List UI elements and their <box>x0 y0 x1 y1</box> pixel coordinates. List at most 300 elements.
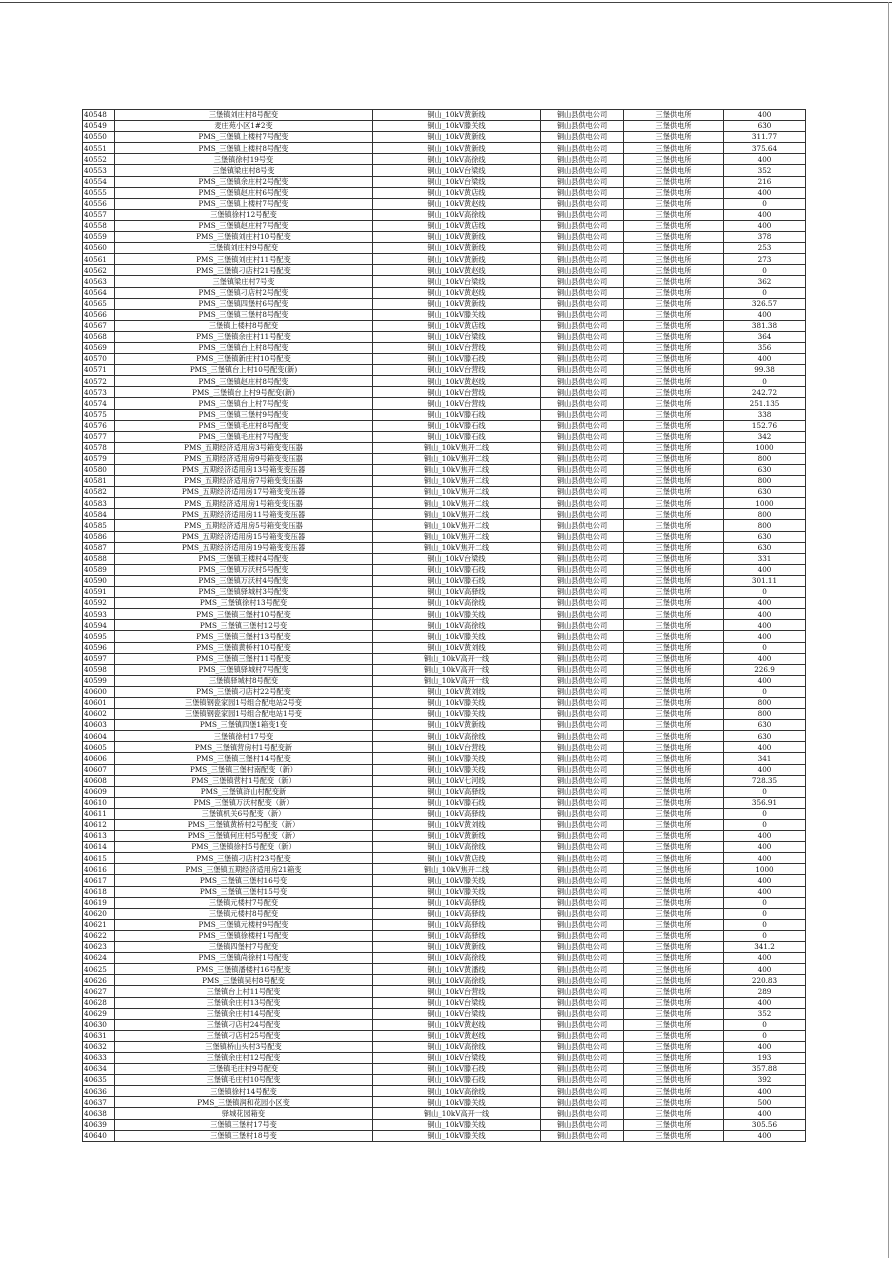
station-cell: 三堡供电所 <box>624 997 724 1008</box>
station-cell: 三堡供电所 <box>624 542 724 553</box>
table-row <box>83 520 806 531</box>
company-cell: 铜山县供电公司 <box>541 176 624 187</box>
transformer-name-cell: 三堡镇四堡村7号配变 <box>115 942 373 953</box>
capacity-cell: 400 <box>724 953 806 964</box>
row-id-cell: 40548 <box>83 110 115 121</box>
table-row <box>83 975 806 986</box>
station-cell: 三堡供电所 <box>624 1019 724 1030</box>
company-cell: 铜山县供电公司 <box>541 476 624 487</box>
transformer-name-cell: PMS_三堡镇吴村8号配变 <box>115 975 373 986</box>
row-id-cell: 40640 <box>83 1130 115 1141</box>
company-cell: 铜山县供电公司 <box>541 387 624 398</box>
capacity-cell: 273 <box>724 254 806 265</box>
transformer-name-cell: PMS_三堡镇刘庄村11号配变 <box>115 254 373 265</box>
station-cell: 三堡供电所 <box>624 975 724 986</box>
row-id-cell: 40580 <box>83 465 115 476</box>
row-id-cell: 40570 <box>83 354 115 365</box>
transformer-name-cell: PMS_三堡镇万沃村4号配变 <box>115 575 373 586</box>
row-id-cell: 40596 <box>83 642 115 653</box>
transformer-name-cell: PMS_三堡镇营房村1号配变新 <box>115 742 373 753</box>
station-cell: 三堡供电所 <box>624 465 724 476</box>
capacity-cell: 342 <box>724 431 806 442</box>
table-row <box>83 1019 806 1030</box>
company-cell: 铜山县供电公司 <box>541 930 624 941</box>
feeder-line-cell: 铜山_10kV滕关线 <box>373 309 541 320</box>
station-cell: 三堡供电所 <box>624 653 724 664</box>
company-cell: 铜山县供电公司 <box>541 853 624 864</box>
feeder-line-cell: 铜山_10kV焦开二线 <box>373 442 541 453</box>
table-row <box>83 720 806 731</box>
feeder-line-cell: 铜山_10kV黄赵线 <box>373 198 541 209</box>
transformer-name-cell: PMS_三堡镇余庄村2号配变 <box>115 176 373 187</box>
feeder-line-cell: 铜山_10kV黄潘线 <box>373 964 541 975</box>
row-id-cell: 40552 <box>83 154 115 165</box>
row-id-cell: 40567 <box>83 320 115 331</box>
transformer-name-cell: PMS_三堡镇台上村8号配变 <box>115 342 373 353</box>
row-id-cell: 40639 <box>83 1119 115 1130</box>
capacity-cell: 400 <box>724 598 806 609</box>
station-cell: 三堡供电所 <box>624 1097 724 1108</box>
feeder-line-cell: 铜山_10kV黄赵线 <box>373 265 541 276</box>
table-row <box>83 1075 806 1086</box>
row-id-cell: 40601 <box>83 697 115 708</box>
table-row <box>83 287 806 298</box>
station-cell: 三堡供电所 <box>624 1075 724 1086</box>
page-top-border <box>0 2 892 3</box>
row-id-cell: 40557 <box>83 209 115 220</box>
company-cell: 铜山县供电公司 <box>541 154 624 165</box>
station-cell: 三堡供电所 <box>624 953 724 964</box>
transformer-name-cell: PMS_三堡镇三堡村16号变 <box>115 875 373 886</box>
capacity-cell: 251.135 <box>724 398 806 409</box>
row-id-cell: 40583 <box>83 498 115 509</box>
capacity-cell: 226.9 <box>724 664 806 675</box>
row-id-cell: 40623 <box>83 942 115 953</box>
feeder-line-cell: 铜山_10kV滕关线 <box>373 886 541 897</box>
feeder-line-cell: 铜山_10kV黄店线 <box>373 187 541 198</box>
company-cell: 铜山县供电公司 <box>541 1019 624 1030</box>
capacity-cell: 400 <box>724 609 806 620</box>
transformer-name-cell: 三堡镇三堡村18号变 <box>115 1130 373 1141</box>
capacity-cell: 630 <box>724 720 806 731</box>
capacity-cell: 242.72 <box>724 387 806 398</box>
feeder-line-cell: 铜山_10kV台营线 <box>373 365 541 376</box>
company-cell: 铜山县供电公司 <box>541 187 624 198</box>
company-cell: 铜山县供电公司 <box>541 1052 624 1063</box>
company-cell: 铜山县供电公司 <box>541 276 624 287</box>
company-cell: 铜山县供电公司 <box>541 942 624 953</box>
capacity-cell: 1000 <box>724 498 806 509</box>
company-cell: 铜山县供电公司 <box>541 742 624 753</box>
row-id-cell: 40608 <box>83 775 115 786</box>
table-row <box>83 664 806 675</box>
transformer-name-cell: PMS_三堡镇台上村9号配变(新) <box>115 387 373 398</box>
transformer-name-cell: PMS_三堡镇黄桥村10号配变 <box>115 642 373 653</box>
transformer-name-cell: 三堡镇刁店村25号配变 <box>115 1030 373 1041</box>
company-cell: 铜山县供电公司 <box>541 198 624 209</box>
table-row <box>83 320 806 331</box>
company-cell: 铜山县供电公司 <box>541 1108 624 1119</box>
table-row <box>83 686 806 697</box>
row-id-cell: 40553 <box>83 165 115 176</box>
table-row <box>83 1086 806 1097</box>
row-id-cell: 40592 <box>83 598 115 609</box>
station-cell: 三堡供电所 <box>624 1130 724 1141</box>
capacity-cell: 630 <box>724 731 806 742</box>
table-row <box>83 387 806 398</box>
feeder-line-cell: 铜山_10kV台梁线 <box>373 553 541 564</box>
row-id-cell: 40605 <box>83 742 115 753</box>
table-row <box>83 165 806 176</box>
company-cell: 铜山县供电公司 <box>541 342 624 353</box>
station-cell: 三堡供电所 <box>624 609 724 620</box>
capacity-cell: 0 <box>724 198 806 209</box>
transformer-name-cell: 三堡镇余庄村12号配变 <box>115 1052 373 1063</box>
company-cell: 铜山县供电公司 <box>541 697 624 708</box>
capacity-cell: 338 <box>724 409 806 420</box>
feeder-line-cell: 铜山_10kV黄刘线 <box>373 820 541 831</box>
row-id-cell: 40571 <box>83 365 115 376</box>
capacity-cell: 800 <box>724 476 806 487</box>
feeder-line-cell: 铜山_10kV高驿线 <box>373 930 541 941</box>
company-cell: 铜山县供电公司 <box>541 964 624 975</box>
capacity-cell: 305.56 <box>724 1119 806 1130</box>
transformer-name-cell: PMS_五期经济适用房3号箱变变压器 <box>115 442 373 453</box>
transformer-name-cell: 三堡镇徐村12号配变 <box>115 209 373 220</box>
capacity-cell: 0 <box>724 1030 806 1041</box>
station-cell: 三堡供电所 <box>624 631 724 642</box>
capacity-cell: 0 <box>724 265 806 276</box>
transformer-name-cell: PMS_三堡镇徐村13号配变 <box>115 598 373 609</box>
feeder-line-cell: 铜山_10kV黄店线 <box>373 320 541 331</box>
table-row <box>83 820 806 831</box>
company-cell: 铜山县供电公司 <box>541 587 624 598</box>
company-cell: 铜山县供电公司 <box>541 831 624 842</box>
transformer-name-cell: PMS_三堡镇润和花园小区变 <box>115 1097 373 1108</box>
station-cell: 三堡供电所 <box>624 254 724 265</box>
table-row <box>83 176 806 187</box>
station-cell: 三堡供电所 <box>624 376 724 387</box>
table-row <box>83 1008 806 1019</box>
transformer-name-cell: PMS_三堡镇刁店村22号配变 <box>115 686 373 697</box>
row-id-cell: 40575 <box>83 409 115 420</box>
feeder-line-cell: 铜山_10kV黄赵线 <box>373 1019 541 1030</box>
transformer-name-cell: PMS_三堡镇刁店村2号配变 <box>115 287 373 298</box>
transformer-name-cell: PMS_三堡镇新庄村10号配变 <box>115 354 373 365</box>
capacity-cell: 0 <box>724 897 806 908</box>
company-cell: 铜山县供电公司 <box>541 575 624 586</box>
company-cell: 铜山县供电公司 <box>541 121 624 132</box>
feeder-line-cell: 铜山_10kV滕关线 <box>373 1119 541 1130</box>
company-cell: 铜山县供电公司 <box>541 287 624 298</box>
row-id-cell: 40613 <box>83 831 115 842</box>
feeder-line-cell: 铜山_10kV滕石线 <box>373 1064 541 1075</box>
feeder-line-cell: 铜山_10kV高驿线 <box>373 908 541 919</box>
table-row <box>83 232 806 243</box>
feeder-line-cell: 铜山_10kV黄新线 <box>373 132 541 143</box>
table-row <box>83 110 806 121</box>
transformer-name-cell: PMS_三堡镇三堡村13号配变 <box>115 631 373 642</box>
feeder-line-cell: 铜山_10kV滕石线 <box>373 420 541 431</box>
company-cell: 铜山县供电公司 <box>541 376 624 387</box>
feeder-line-cell: 铜山_10kV台梁线 <box>373 1052 541 1063</box>
table-row <box>83 398 806 409</box>
company-cell: 铜山县供电公司 <box>541 531 624 542</box>
company-cell: 铜山县供电公司 <box>541 808 624 819</box>
company-cell: 铜山县供电公司 <box>541 1075 624 1086</box>
transformer-name-cell: 三堡镇元楼村7号配变 <box>115 897 373 908</box>
station-cell: 三堡供电所 <box>624 298 724 309</box>
station-cell: 三堡供电所 <box>624 243 724 254</box>
capacity-cell: 500 <box>724 1097 806 1108</box>
capacity-cell: 400 <box>724 220 806 231</box>
transformer-name-cell: PMS_五期经济适用房11号箱变变压器 <box>115 509 373 520</box>
row-id-cell: 40559 <box>83 232 115 243</box>
capacity-cell: 400 <box>724 675 806 686</box>
capacity-cell: 341 <box>724 753 806 764</box>
feeder-line-cell: 铜山_10kV滕关线 <box>373 121 541 132</box>
row-id-cell: 40606 <box>83 753 115 764</box>
transformer-name-cell: PMS_三堡镇赵庄村8号配变 <box>115 376 373 387</box>
transformer-name-cell: PMS_三堡镇三堡村10号配变 <box>115 609 373 620</box>
company-cell: 铜山县供电公司 <box>541 487 624 498</box>
transformer-name-cell: 三堡镇刁店村24号配变 <box>115 1019 373 1030</box>
transformer-name-cell: PMS_三堡镇刁店村23号配变 <box>115 853 373 864</box>
row-id-cell: 40598 <box>83 664 115 675</box>
row-id-cell: 40581 <box>83 476 115 487</box>
station-cell: 三堡供电所 <box>624 842 724 853</box>
table-row <box>83 853 806 864</box>
transformer-name-cell: PMS_三堡镇四堡1箱变1变 <box>115 720 373 731</box>
feeder-line-cell: 铜山_10kV台梁线 <box>373 276 541 287</box>
capacity-cell: 352 <box>724 1008 806 1019</box>
company-cell: 铜山县供电公司 <box>541 709 624 720</box>
company-cell: 铜山县供电公司 <box>541 1064 624 1075</box>
row-id-cell: 40578 <box>83 442 115 453</box>
table-row <box>83 731 806 742</box>
row-id-cell: 40560 <box>83 243 115 254</box>
transformer-name-cell: PMS_五期经济适用房17号箱变变压器 <box>115 487 373 498</box>
feeder-line-cell: 铜山_10kV高徐线 <box>373 620 541 631</box>
company-cell: 铜山县供电公司 <box>541 110 624 121</box>
transformer-name-cell: 驿城花园箱变 <box>115 1108 373 1119</box>
feeder-line-cell: 铜山_10kV高开一线 <box>373 1108 541 1119</box>
capacity-cell: 400 <box>724 875 806 886</box>
transformer-name-cell: PMS_三堡镇徐楼村1号配变 <box>115 930 373 941</box>
transformer-name-cell: 三堡镇徐村17号变 <box>115 731 373 742</box>
capacity-cell: 0 <box>724 587 806 598</box>
capacity-cell: 400 <box>724 209 806 220</box>
row-id-cell: 40634 <box>83 1064 115 1075</box>
station-cell: 三堡供电所 <box>624 919 724 930</box>
capacity-cell: 400 <box>724 964 806 975</box>
transformer-name-cell: PMS_五期经济适用房7号箱变变压器 <box>115 476 373 487</box>
transformer-name-cell: PMS_三堡镇上楼村7号配变 <box>115 198 373 209</box>
capacity-cell: 630 <box>724 121 806 132</box>
transformer-table <box>82 109 806 1142</box>
capacity-cell: 1000 <box>724 864 806 875</box>
station-cell: 三堡供电所 <box>624 442 724 453</box>
capacity-cell: 1000 <box>724 442 806 453</box>
table-row <box>83 842 806 853</box>
capacity-cell: 400 <box>724 564 806 575</box>
station-cell: 三堡供电所 <box>624 1108 724 1119</box>
row-id-cell: 40577 <box>83 431 115 442</box>
station-cell: 三堡供电所 <box>624 986 724 997</box>
transformer-name-cell: PMS_三堡镇浒山村配变新 <box>115 786 373 797</box>
company-cell: 铜山县供电公司 <box>541 542 624 553</box>
company-cell: 铜山县供电公司 <box>541 165 624 176</box>
capacity-cell: 0 <box>724 642 806 653</box>
capacity-cell: 253 <box>724 243 806 254</box>
company-cell: 铜山县供电公司 <box>541 598 624 609</box>
station-cell: 三堡供电所 <box>624 1030 724 1041</box>
transformer-name-cell: 三堡镇徐村19号变 <box>115 154 373 165</box>
transformer-name-cell: PMS_五期经济适用房15号箱变变压器 <box>115 531 373 542</box>
row-id-cell: 40586 <box>83 531 115 542</box>
feeder-line-cell: 铜山_10kV滕石线 <box>373 797 541 808</box>
feeder-line-cell: 铜山_10kV高徐线 <box>373 975 541 986</box>
row-id-cell: 40625 <box>83 964 115 975</box>
company-cell: 铜山县供电公司 <box>541 498 624 509</box>
table-row <box>83 742 806 753</box>
capacity-cell: 400 <box>724 1041 806 1052</box>
transformer-name-cell: 三堡镇梁庄村8号变 <box>115 165 373 176</box>
transformer-name-cell: PMS_三堡镇三堡村8号配变 <box>115 309 373 320</box>
feeder-line-cell: 铜山_10kV焦开二线 <box>373 476 541 487</box>
transformer-name-cell: PMS_三堡镇赵庄村7号配变 <box>115 220 373 231</box>
station-cell: 三堡供电所 <box>624 908 724 919</box>
company-cell: 铜山县供电公司 <box>541 675 624 686</box>
feeder-line-cell: 铜山_10kV焦开二线 <box>373 531 541 542</box>
table-row <box>83 209 806 220</box>
company-cell: 铜山县供电公司 <box>541 886 624 897</box>
transformer-name-cell: PMS_三堡镇徐村5号配变（新） <box>115 842 373 853</box>
company-cell: 铜山县供电公司 <box>541 664 624 675</box>
capacity-cell: 400 <box>724 853 806 864</box>
table-row <box>83 254 806 265</box>
row-id-cell: 40588 <box>83 553 115 564</box>
station-cell: 三堡供电所 <box>624 531 724 542</box>
company-cell: 铜山县供电公司 <box>541 1030 624 1041</box>
station-cell: 三堡供电所 <box>624 731 724 742</box>
row-id-cell: 40555 <box>83 187 115 198</box>
transformer-name-cell: 三堡镇余庄村13号配变 <box>115 997 373 1008</box>
feeder-line-cell: 铜山_10kV滕关线 <box>373 631 541 642</box>
table-row <box>83 354 806 365</box>
row-id-cell: 40599 <box>83 675 115 686</box>
row-id-cell: 40629 <box>83 1008 115 1019</box>
table-row <box>83 420 806 431</box>
transformer-name-cell: PMS_三堡镇元楼村9号配变 <box>115 919 373 930</box>
table-row <box>83 409 806 420</box>
row-id-cell: 40550 <box>83 132 115 143</box>
table-row <box>83 442 806 453</box>
transformer-name-cell: PMS_三堡镇三堡村9号配变 <box>115 409 373 420</box>
capacity-cell: 0 <box>724 287 806 298</box>
row-id-cell: 40615 <box>83 853 115 864</box>
company-cell: 铜山县供电公司 <box>541 1130 624 1141</box>
company-cell: 铜山县供电公司 <box>541 243 624 254</box>
transformer-name-cell: 三堡镇梁庄村7号变 <box>115 276 373 287</box>
feeder-line-cell: 铜山_10kV黄新线 <box>373 232 541 243</box>
station-cell: 三堡供电所 <box>624 564 724 575</box>
transformer-name-cell: PMS_三堡镇上楼村8号配变 <box>115 143 373 154</box>
transformer-name-cell: PMS_三堡镇驿城村3号配变 <box>115 587 373 598</box>
table-row <box>83 265 806 276</box>
feeder-line-cell: 铜山_10kV台梁线 <box>373 165 541 176</box>
capacity-cell: 356.91 <box>724 797 806 808</box>
table-row <box>83 587 806 598</box>
company-cell: 铜山县供电公司 <box>541 553 624 564</box>
table-row <box>83 786 806 797</box>
company-cell: 铜山县供电公司 <box>541 786 624 797</box>
feeder-line-cell: 铜山_10kV高驿线 <box>373 786 541 797</box>
table-row <box>83 498 806 509</box>
capacity-cell: 400 <box>724 1108 806 1119</box>
row-id-cell: 40558 <box>83 220 115 231</box>
capacity-cell: 220.83 <box>724 975 806 986</box>
table-row <box>83 1052 806 1063</box>
station-cell: 三堡供电所 <box>624 1064 724 1075</box>
row-id-cell: 40554 <box>83 176 115 187</box>
capacity-cell: 400 <box>724 110 806 121</box>
row-id-cell: 40636 <box>83 1086 115 1097</box>
table-body <box>83 110 806 1142</box>
station-cell: 三堡供电所 <box>624 808 724 819</box>
feeder-line-cell: 铜山_10kV滕关线 <box>373 1130 541 1141</box>
station-cell: 三堡供电所 <box>624 154 724 165</box>
transformer-name-cell: PMS_三堡镇四堡村6号配变 <box>115 298 373 309</box>
company-cell: 铜山县供电公司 <box>541 1041 624 1052</box>
capacity-cell: 357.88 <box>724 1064 806 1075</box>
company-cell: 铜山县供电公司 <box>541 653 624 664</box>
table-row <box>83 875 806 886</box>
company-cell: 铜山县供电公司 <box>541 631 624 642</box>
row-id-cell: 40602 <box>83 709 115 720</box>
capacity-cell: 331 <box>724 553 806 564</box>
transformer-name-cell: PMS_五期经济适用房5号箱变变压器 <box>115 520 373 531</box>
station-cell: 三堡供电所 <box>624 864 724 875</box>
feeder-line-cell: 铜山_10kV焦开二线 <box>373 509 541 520</box>
row-id-cell: 40630 <box>83 1019 115 1030</box>
table-row <box>83 653 806 664</box>
capacity-cell: 400 <box>724 742 806 753</box>
company-cell: 铜山县供电公司 <box>541 320 624 331</box>
feeder-line-cell: 铜山_10kV高徐线 <box>373 842 541 853</box>
feeder-line-cell: 铜山_10kV滕关线 <box>373 709 541 720</box>
table-row <box>83 564 806 575</box>
table-row <box>83 697 806 708</box>
station-cell: 三堡供电所 <box>624 476 724 487</box>
station-cell: 三堡供电所 <box>624 598 724 609</box>
company-cell: 铜山县供电公司 <box>541 465 624 476</box>
feeder-line-cell: 铜山_10kV黄新线 <box>373 298 541 309</box>
station-cell: 三堡供电所 <box>624 121 724 132</box>
feeder-line-cell: 铜山_10kV黄刘线 <box>373 642 541 653</box>
row-id-cell: 40584 <box>83 509 115 520</box>
row-id-cell: 40565 <box>83 298 115 309</box>
company-cell: 铜山县供电公司 <box>541 997 624 1008</box>
station-cell: 三堡供电所 <box>624 875 724 886</box>
transformer-name-cell: PMS_三堡镇五期经济适用房21箱变 <box>115 864 373 875</box>
station-cell: 三堡供电所 <box>624 453 724 464</box>
feeder-line-cell: 铜山_10kV黄新线 <box>373 254 541 265</box>
row-id-cell: 40621 <box>83 919 115 930</box>
station-cell: 三堡供电所 <box>624 686 724 697</box>
company-cell: 铜山县供电公司 <box>541 420 624 431</box>
feeder-line-cell: 铜山_10kV黄赵线 <box>373 1030 541 1041</box>
